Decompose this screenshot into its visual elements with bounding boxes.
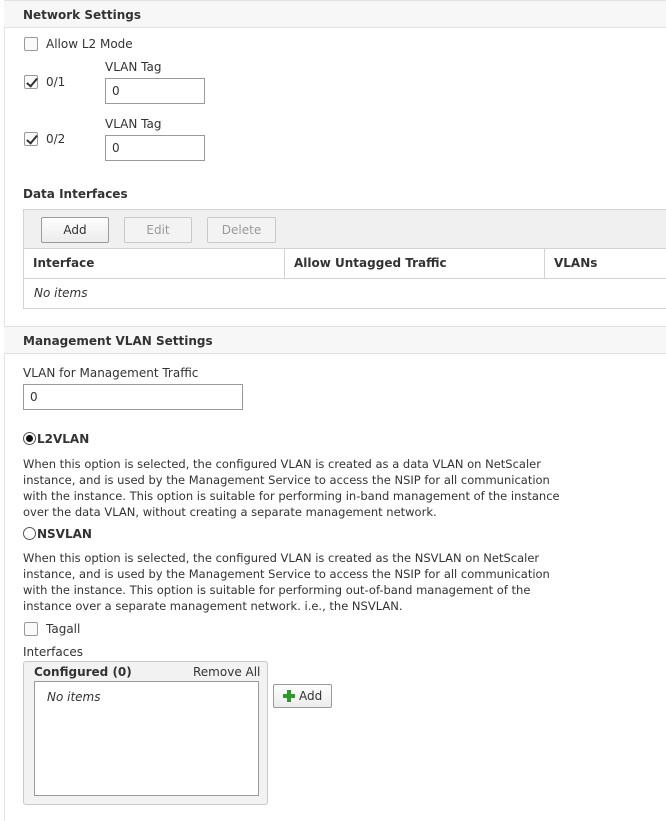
data-interfaces-title: Data Interfaces [23,187,128,201]
management-vlan-title: Management VLAN Settings [23,334,213,348]
delete-button[interactable]: Delete [207,217,276,243]
left-border [4,0,5,821]
configured-count-label: Configured (0) [34,665,132,679]
vlan-management-label: VLAN for Management Traffic [23,366,199,380]
plus-icon [283,690,295,702]
tagall-checkbox[interactable] [24,622,38,636]
l2vlan-label: L2VLAN [37,432,90,446]
port-0-2-vlan-tag-label: VLAN Tag [105,117,162,131]
interfaces-empty-text: No items [47,690,101,704]
data-interfaces-empty-text: No items [34,286,88,300]
allow-l2-mode-checkbox[interactable] [24,37,38,51]
nsvlan-label: NSVLAN [37,527,92,541]
port-0-2-label: 0/2 [46,132,66,146]
interfaces-label: Interfaces [23,645,83,659]
port-0-1-checkbox[interactable] [24,75,38,89]
remove-all-link[interactable]: Remove All [193,665,261,679]
data-interfaces-grid-body [23,279,666,309]
edit-button[interactable]: Edit [124,217,192,243]
interfaces-add-button[interactable] [273,684,332,708]
data-interfaces-grid-header [23,249,666,279]
port-0-2-checkbox[interactable] [24,132,38,146]
port-0-2-vlan-tag-input[interactable] [105,135,205,161]
port-0-1-vlan-tag-label: VLAN Tag [105,60,162,74]
vlan-management-input[interactable] [23,384,243,410]
l2vlan-description: When this option is selected, the configured VLAN is created as a data VLAN on NetScaler instance, and is used by the Management Service to access the NSIP for all communication with the instance. This option is suitable for performing in-band management of the instance over the data VLAN, without creating a separate management network. [23,457,560,519]
port-0-1-label: 0/1 [46,75,66,89]
column-vlans[interactable]: VLANs [544,249,666,278]
tagall-label: Tagall [46,622,81,636]
column-interface[interactable]: Interface [33,256,95,270]
interfaces-configured-list[interactable] [34,681,259,796]
column-allow-untagged-traffic[interactable]: Allow Untagged Traffic [284,249,544,278]
l2vlan-radio[interactable] [23,432,36,445]
port-0-1-vlan-tag-input[interactable] [105,78,205,104]
network-settings-title: Network Settings [23,8,141,22]
nsvlan-description: When this option is selected, the configured VLAN is created as the NSVLAN on NetScaler instance, and is used by the Management Service to access the NSIP for all communication with the instance. This option is suitable for performing out-of-band management of the instance over a separate management network. i.e., the NSVLAN. [23,551,550,613]
data-interfaces-toolbar [23,209,666,249]
add-button[interactable]: Add [41,217,109,243]
allow-l2-mode-label: Allow L2 Mode [46,37,133,51]
interfaces-add-label: Add [299,689,323,703]
nsvlan-radio[interactable] [23,527,36,540]
management-vlan-header [4,326,666,354]
network-settings-header [4,0,666,28]
interfaces-configured-panel [23,661,268,805]
